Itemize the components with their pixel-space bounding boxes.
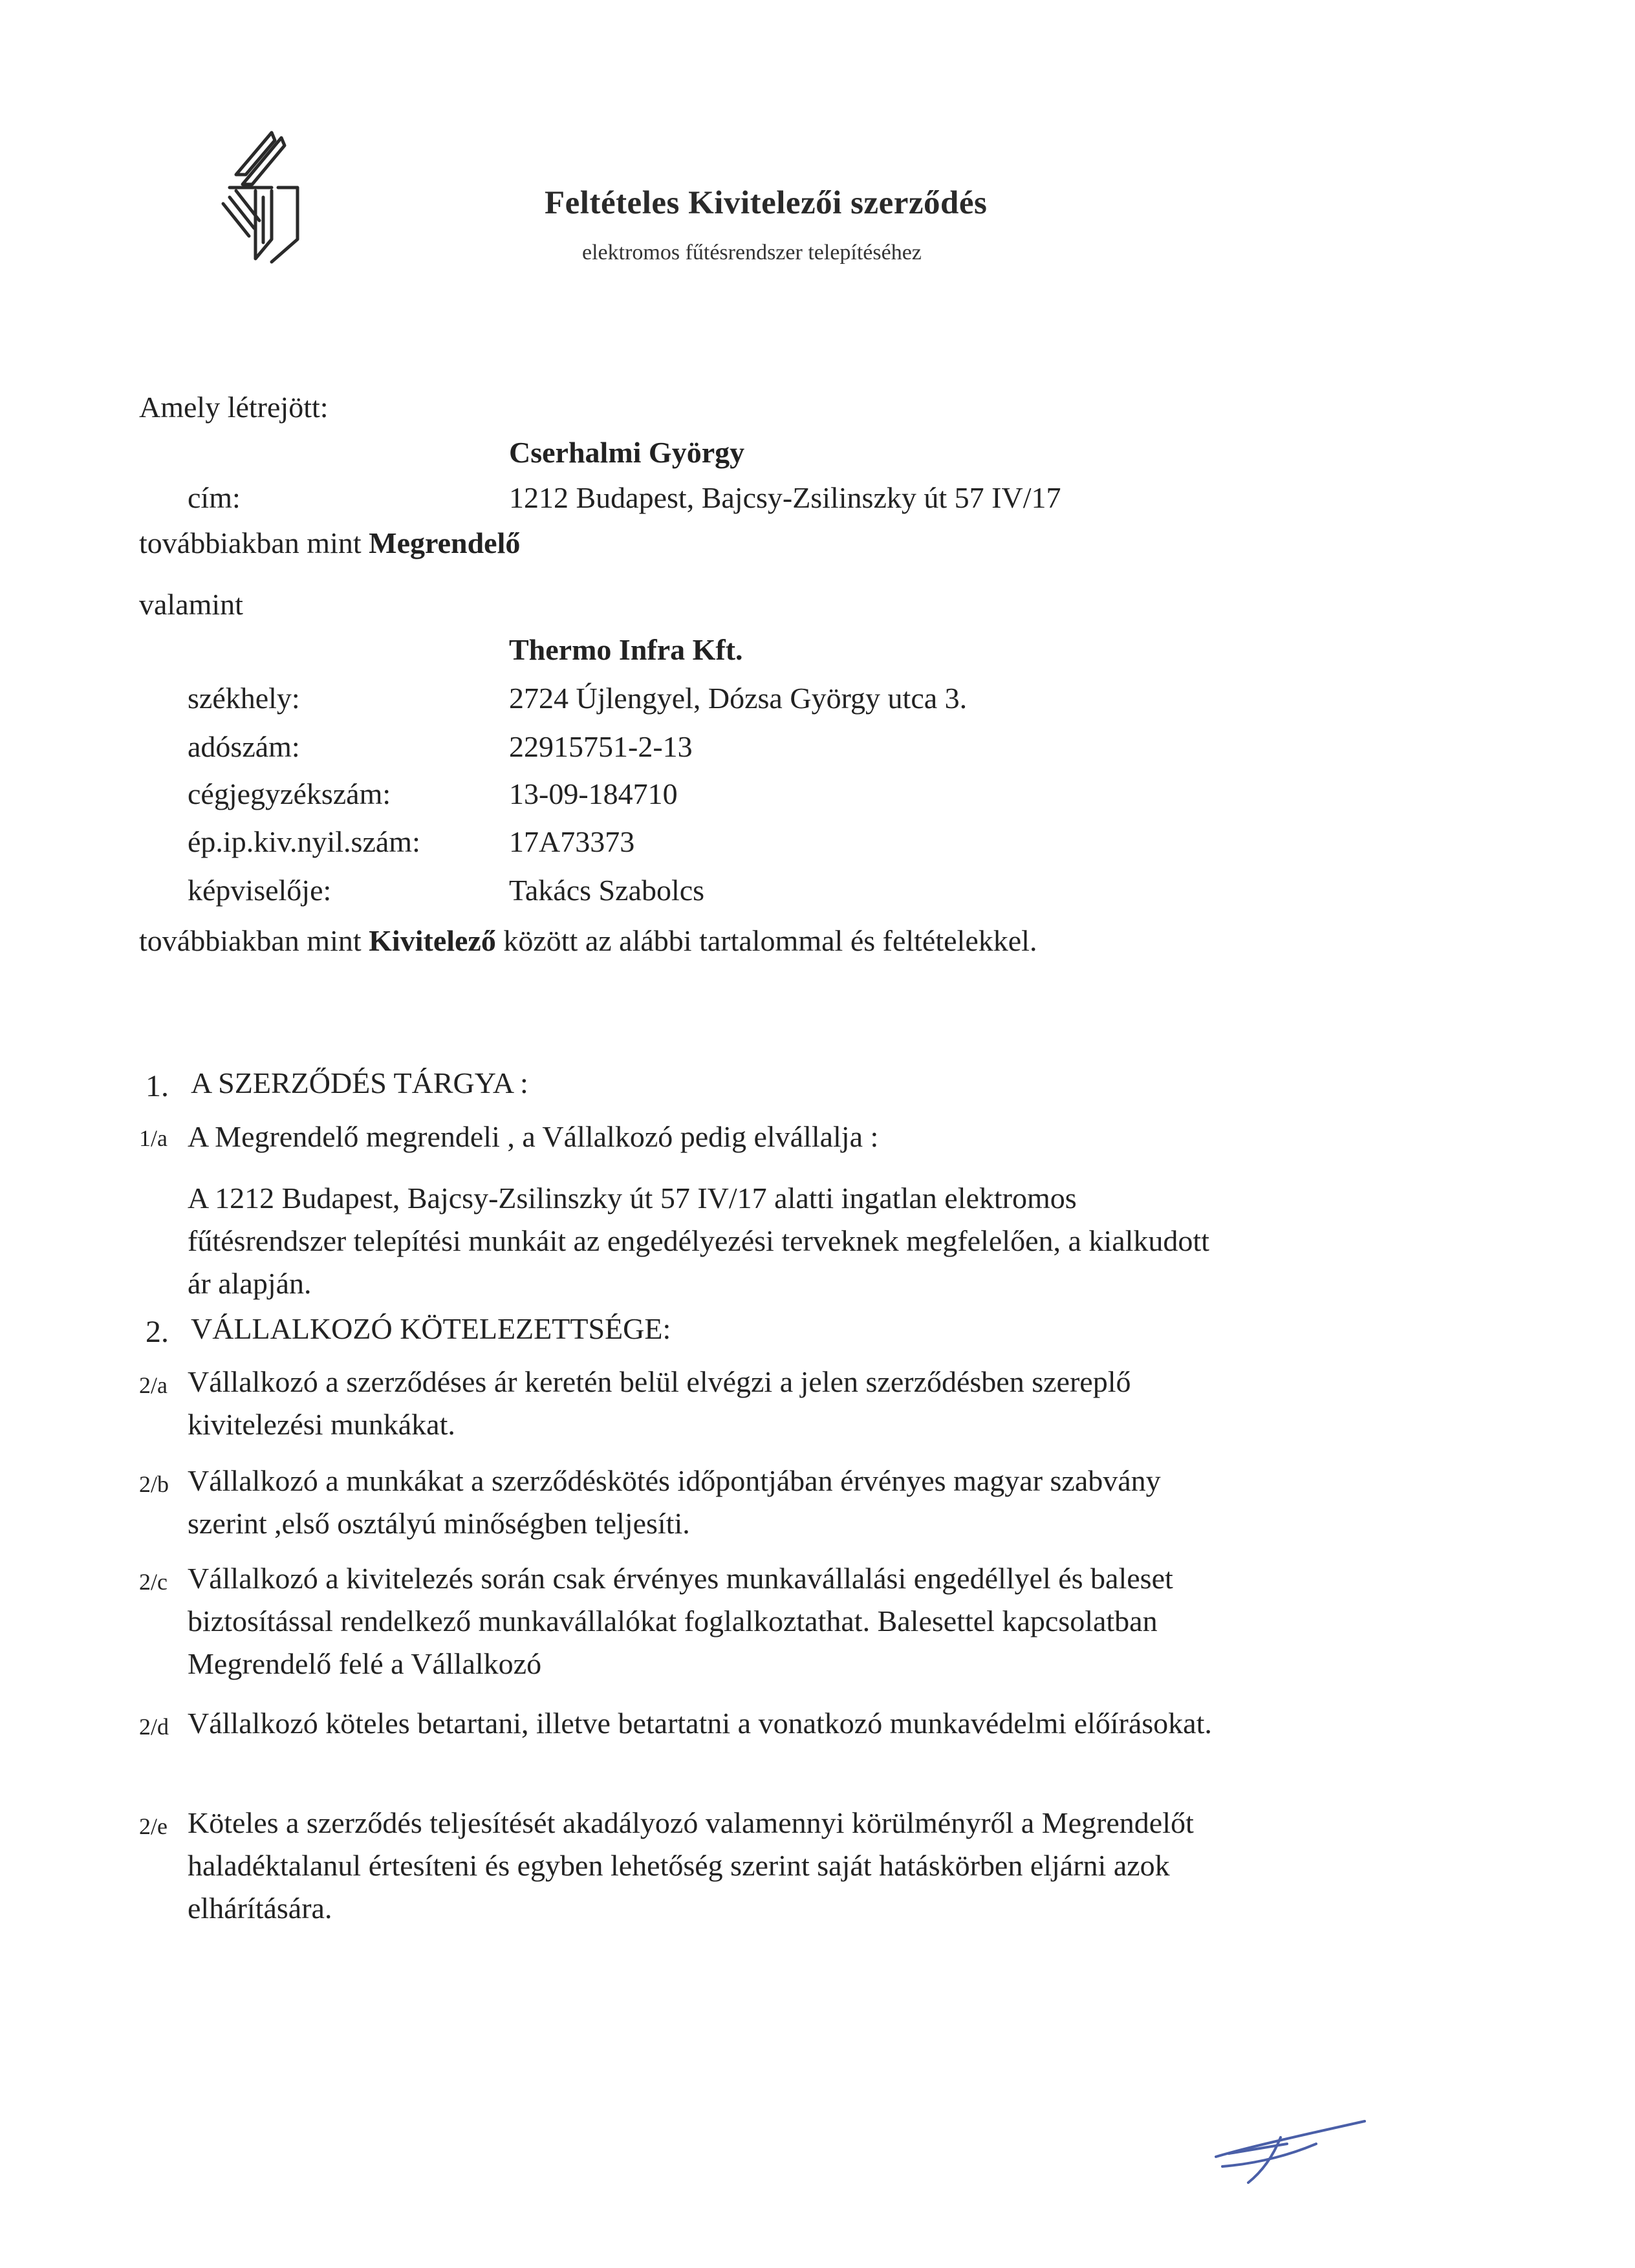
contractor-field-value: 17A73373 [509,825,635,858]
item-id: 2/c [139,1569,168,1595]
item-text: A Megrendelő megrendeli , a Vállalkozó pedig elvállalja : [188,1120,879,1153]
item-text: ár alapján. [188,1267,312,1300]
client-address-label: cím: [188,481,241,514]
item-id: 1/a [139,1125,168,1151]
item-id: 2/b [139,1471,169,1497]
contractor-field-label: adószám: [188,730,300,763]
item-text: Köteles a szerződés teljesítését akadályozó valamennyi körülményről a Megrendelőt [188,1806,1194,1839]
item-text: szerint ,első osztályú minőségben teljesíti. [188,1507,690,1540]
contractor-field-label: ép.ip.kiv.nyil.szám: [188,825,420,858]
document-title: Feltételes Kivitelezői szerződés [545,185,988,221]
contractor-field-value: Takács Szabolcs [509,874,705,907]
item-id: 2/d [139,1714,169,1740]
section-number: 1. [146,1069,169,1103]
item-text: Vállalkozó a kivitelezés során csak érvényes munkavállalási engedéllyel és baleset [188,1562,1173,1595]
client-address: 1212 Budapest, Bajcsy-Zsilinszky út 57 IV/17 [509,481,1061,514]
item-text: kivitelezési munkákat. [188,1408,455,1441]
contractor-field-label: cégjegyzékszám: [188,777,391,810]
signature-mark [1209,2108,1371,2192]
section-number: 2. [146,1315,169,1349]
connector-text: valamint [139,588,243,621]
item-text: Vállalkozó a szerződéses ár keretén belül elvégzi a jelen szerződésben szereplő [188,1365,1131,1398]
item-text: Vállalkozó köteles betartani, illetve betartatni a vonatkozó munkavédelmi előírásokat. [188,1707,1212,1740]
section-heading: VÁLLALKOZÓ KÖTELEZETTSÉGE: [191,1312,671,1345]
item-text: haladéktalanul értesíteni és egyben lehetőség szerint saját hatáskörben eljárni azok [188,1849,1170,1882]
contractor-field-value: 2724 Újlengyel, Dózsa György utca 3. [509,682,968,715]
client-name: Cserhalmi György [509,436,745,469]
section-heading: A SZERZŐDÉS TÁRGYA : [191,1066,528,1099]
item-text: A 1212 Budapest, Bajcsy-Zsilinszky út 57 IV/17 alatti ingatlan elektromos [188,1182,1077,1215]
item-text: elhárítására. [188,1892,332,1925]
item-text: fűtésrendszer telepítési munkáit az engedélyezési terveknek megfelelően, a kialkudott [188,1224,1209,1257]
item-id: 2/a [139,1372,168,1398]
contractor-role: Kivitelező [369,924,496,957]
intro-text: Amely létrejött: [139,391,329,424]
contractor-field-label: képviselője: [188,874,332,907]
item-text: Vállalkozó a munkákat a szerződéskötés időpontjában érvényes magyar szabvány [188,1464,1161,1497]
contractor-field-value: 13-09-184710 [509,777,678,810]
client-role-line [139,524,520,563]
contractor-role-suffix: között az alábbi tartalommal és feltételekkel. [495,924,1037,957]
contractor-role-line [139,922,1037,960]
contractor-name: Thermo Infra Kft. [509,633,743,666]
contractor-field-value: 22915751-2-13 [509,730,693,763]
contractor-field-label: székhely: [188,682,300,715]
client-role: Megrendelő [369,526,521,559]
item-text: Megrendelő felé a Vállalkozó [188,1647,542,1680]
item-text: biztosítással rendelkező munkavállalókat foglalkoztathat. Balesettel kapcsolatban [188,1604,1158,1637]
item-id: 2/e [139,1813,168,1839]
document-subtitle: elektromos fűtésrendszer telepítéséhez [582,241,922,265]
company-logo-icon [210,126,307,268]
contractor-role-prefix: továbbiakban mint [139,924,369,957]
client-role-prefix: továbbiakban mint [139,526,369,559]
